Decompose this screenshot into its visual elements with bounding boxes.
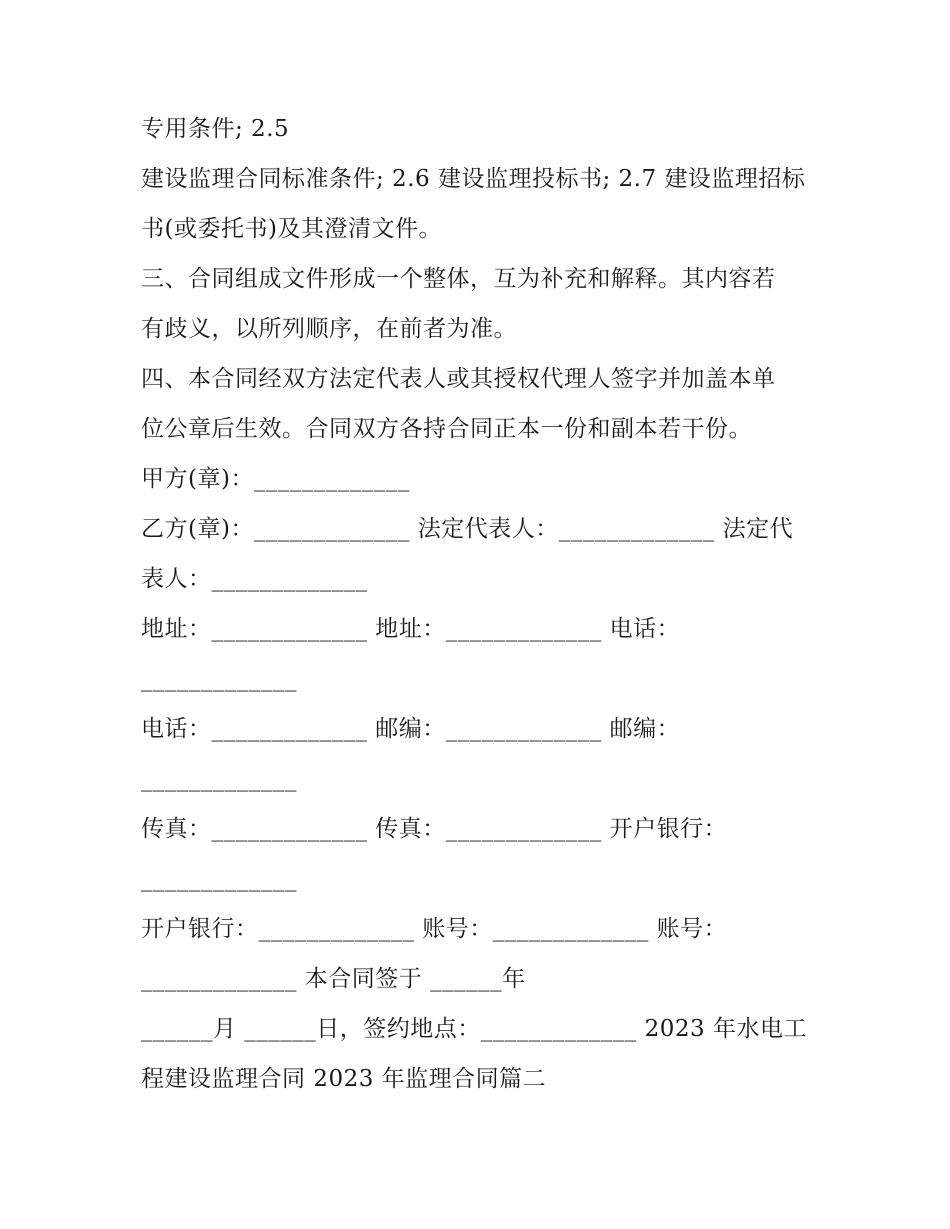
blank-line: _____________ — [141, 666, 297, 692]
document-body — [141, 104, 821, 1104]
text-line: 表人：_____________ — [141, 566, 368, 592]
text-line: 四、本合同经双方法定代表人或其授权代理人签字并加盖本单 — [141, 366, 776, 392]
text-line: 位公章后生效。合同双方各持合同正本一份和副本若干份。 — [141, 416, 752, 442]
text-line: 专用条件; 2.5 — [141, 116, 290, 142]
signing-place-line: ______月 ______日，签约地点：_____________ 2023 年水电工 — [141, 1016, 807, 1042]
address-line: 地址：_____________ 地址：_____________ 电话： — [141, 616, 681, 642]
fax-line: 传真：_____________ 传真：_____________ 开户银行： — [141, 816, 728, 842]
signing-date-line: _____________ 本合同签于 ______年 — [141, 966, 526, 992]
text-line: 书(或委托书)及其澄清文件。 — [141, 216, 442, 242]
blank-line: _____________ — [141, 866, 297, 892]
text-line: 三、合同组成文件形成一个整体，互为补充和解释。其内容若 — [141, 266, 776, 292]
signature-line-party-b: 乙方(章)：_____________ 法定代表人：_____________ 法定代 — [141, 516, 794, 542]
bank-line: 开户银行：_____________ 账号：_____________ 账号： — [141, 916, 728, 942]
text-line: 建设监理合同标准条件; 2.6 建设监理投标书; 2.7 建设监理招标 — [141, 166, 806, 192]
phone-line: 电话：_____________ 邮编：_____________ 邮编： — [141, 716, 681, 742]
section-title-line: 程建设监理合同 2023 年监理合同篇二 — [141, 1066, 547, 1092]
blank-line: _____________ — [141, 766, 297, 792]
signature-line-party-a: 甲方(章)：_____________ — [141, 466, 410, 492]
text-line: 有歧义，以所列顺序，在前者为准。 — [141, 316, 517, 342]
